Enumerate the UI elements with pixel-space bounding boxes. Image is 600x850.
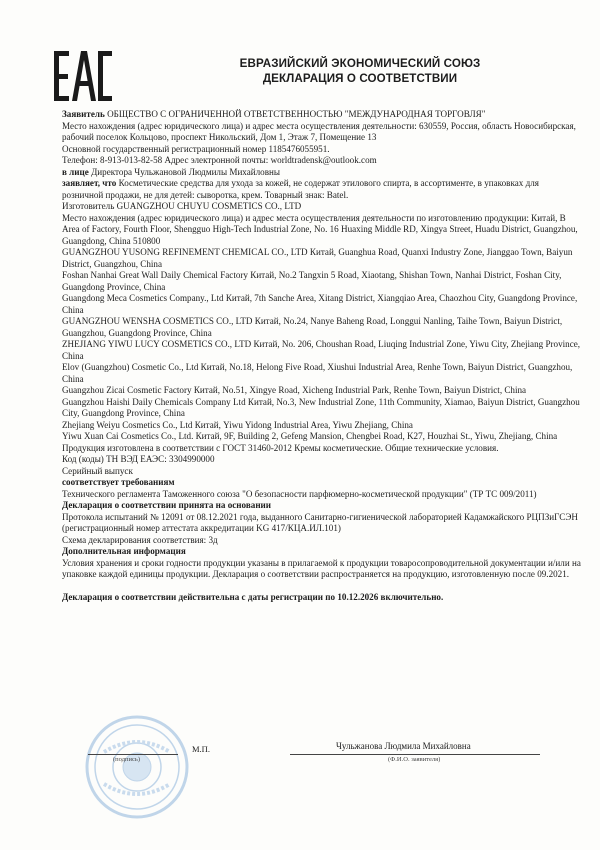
scheme-text: Схема декларирования соответствия: 3д bbox=[62, 534, 218, 545]
declaration-body bbox=[62, 109, 582, 604]
basis-text: Протокола испытаний № 12091 от 08.12.2021 года, выданного Санитарно-гигиенической лабораторией Кадамжайского РЦПЗиГСЭН (регистрационный номер аттестата аккредитации KG 417/КЦА.ИЛ.101) bbox=[62, 511, 578, 533]
representative-label: в лице bbox=[62, 166, 89, 177]
manufacturer-entry: GUANGZHOU WENSHA COSMETICS CO., LTD Китай, No.24, Nanye Baheng Road, Longgui Nanling, Taihe Town, Baiyun District, Guangzhou, Guangdong Province, China bbox=[62, 316, 563, 338]
applicant-ogrn: Основной государственный регистрационный номер 1185476055951. bbox=[62, 143, 330, 154]
manufacturer-entry: Guangdong Meca Cosmetics Company., Ltd Китай, 7th Sanche Area, Xitang District, Xiangqiao Area, Chaozhou City, Guangdong Province, China bbox=[62, 293, 578, 315]
stamp-place-label: М.П. bbox=[192, 744, 210, 754]
signature-line bbox=[88, 754, 178, 755]
tnved-code: Код (коды) ТН ВЭД ЕАЭС: 3304990000 bbox=[62, 454, 215, 464]
applicant-address: Место нахождения (адрес юридического лица) и адрес места осуществления деятельности: 630559, Россия, область Новосибирская, рабочий поселок Кольцово, проспект Никольский, Дом 1, Этаж 7, Помещение 13 bbox=[62, 120, 576, 142]
manufacturer-entry: Elov (Guangzhou) Cosmetic Co., Ltd Китай, No.18, Helong Five Road, Xiushui Industrial Area, Renhe Town, Baiyun District, Guangzhou, China bbox=[62, 362, 573, 384]
declares-line bbox=[62, 178, 582, 201]
declaration-title: ДЕКЛАРАЦИЯ О СООТВЕТСТВИИ bbox=[262, 72, 458, 85]
applicant-line bbox=[62, 109, 582, 121]
manufacturer-entry: Yiwu Xuan Cai Cosmetics Co., Ltd. Китай, 9F, Building 2, Gefeng Mansion, Chengbei Road, K27, Houzhai St., Yiwu, Zhejiang, China Продукция изготовлена в соответствии с ГОСТ 31460-2012 Кремы косметические. Общие технические условия. bbox=[62, 431, 558, 453]
manufacturer-entry: ZHEJIANG YIWU LUCY COSMETICS CO., LTD Китай, No. 206, Choushan Road, Liuqing Industrial Zone, Yiwu City, Zhejiang Province, China bbox=[62, 339, 581, 361]
additional-text: Условия хранения и сроки годности продукции указаны в прилагаемой к продукции товаросопроводительной документации и/или на упаковке каждой единицы продукции. Декларация о соответствии распространяется на продукцию, изготовленную после 09.2021. bbox=[62, 557, 581, 579]
declares-label: заявляет, что bbox=[62, 178, 117, 188]
manufacturer-entry: Guangzhou Zicai Cosmetic Factory Китай, No.51, Xingye Road, Xicheng Industrial Park, Renhe Town, Baiyun District, China bbox=[62, 385, 527, 395]
basis-label: Декларация о соответствии принята на основании bbox=[62, 500, 272, 510]
spacer bbox=[62, 581, 582, 593]
round-stamp-seal bbox=[82, 712, 192, 822]
manufacturer-intro: Изготовитель GUANGZHOU CHUYU COSMETICS CO., LTD bbox=[62, 201, 302, 211]
conformity-label: соответствует требованиям bbox=[62, 477, 175, 487]
product-description: Косметические средства для ухода за кожей, не содержат этилового спирта, в ассортименте, в упаковках для розничной продажи, не для детей: сыворотка, крем. Товарный знак: Batel. bbox=[62, 178, 539, 200]
applicant-contacts: Телефон: 8-913-013-82-58 Адрес электронной почты: worldtradensk@outlook.com bbox=[62, 155, 377, 165]
name-line bbox=[290, 754, 540, 755]
validity-statement: Декларация о соответствии действительна с даты регистрации по 10.12.2026 включительно. bbox=[62, 592, 444, 602]
applicant-name: ОБЩЕСТВО С ОГРАНИЧЕННОЙ ОТВЕТСТВЕННОСТЬЮ "МЕЖДУНАРОДНАЯ ТОРГОВЛЯ" bbox=[104, 109, 486, 119]
signatory-name: Чульжанова Людмила Михайловна bbox=[336, 741, 471, 751]
signature-caption: (подпись) bbox=[113, 756, 140, 763]
additional-label: Дополнительная информация bbox=[62, 546, 186, 556]
applicant-label: Заявитель bbox=[62, 109, 105, 119]
representative-line bbox=[62, 167, 582, 179]
conformity-text: Технического регламента Таможенного союза "О безопасности парфюмерно-косметической продукции" (ТР ТС 009/2011) bbox=[62, 488, 537, 499]
representative-name: Директора Чульжановой Людмилы Михайловны bbox=[88, 166, 280, 177]
batch-type: Серийный выпуск bbox=[62, 465, 133, 476]
manufacturer-entry: GUANGZHOU YUSONG REFINEMENT CHEMICAL CO., LTD Китай, Guanghua Road, Quanxi Industry Zone, Jianggao Town, Baiyun District, Guangzhou, China bbox=[62, 247, 573, 269]
document-header bbox=[140, 56, 580, 86]
name-caption: (Ф.И.О. заявителя) bbox=[388, 756, 441, 763]
eac-logo bbox=[52, 48, 114, 104]
manufacturer-entry: Zhejiang Weiyu Cosmetics Co., Ltd Китай, Yiwu Yidong Industrial Area, Yiwu Zhejiang, China bbox=[62, 419, 413, 430]
union-title: ЕВРАЗИЙСКИЙ ЭКОНОМИЧЕСКИЙ СОЮЗ bbox=[239, 57, 481, 70]
manufacturer-entry: Foshan Nanhai Great Wall Daily Chemical Factory Китай, No.2 Tangxin 5 Road, Xiaotang, Shishan Town, Nanhai District, Foshan City, Guangdong Province, China bbox=[62, 270, 562, 292]
manufacturer-entry: Место нахождения (адрес юридического лица) и адрес места осуществления деятельности по изготовлению продукции: Китай, B Area of Factory, Fourth Floor, Shengguo High-Tech Industrial Zone, No. 16 Huaxing Middle RD, Xingya Street, Huadu District, Guangzhou, Guangdong, China 510800 bbox=[62, 212, 578, 246]
manufacturer-entry: Guangzhou Haishi Daily Chemicals Company Ltd Китай, No.3, New Industrial Zone, 11th Community, Xiamao, Baiyun District, Guangzhou City, Guangdong Province, China bbox=[62, 396, 580, 418]
